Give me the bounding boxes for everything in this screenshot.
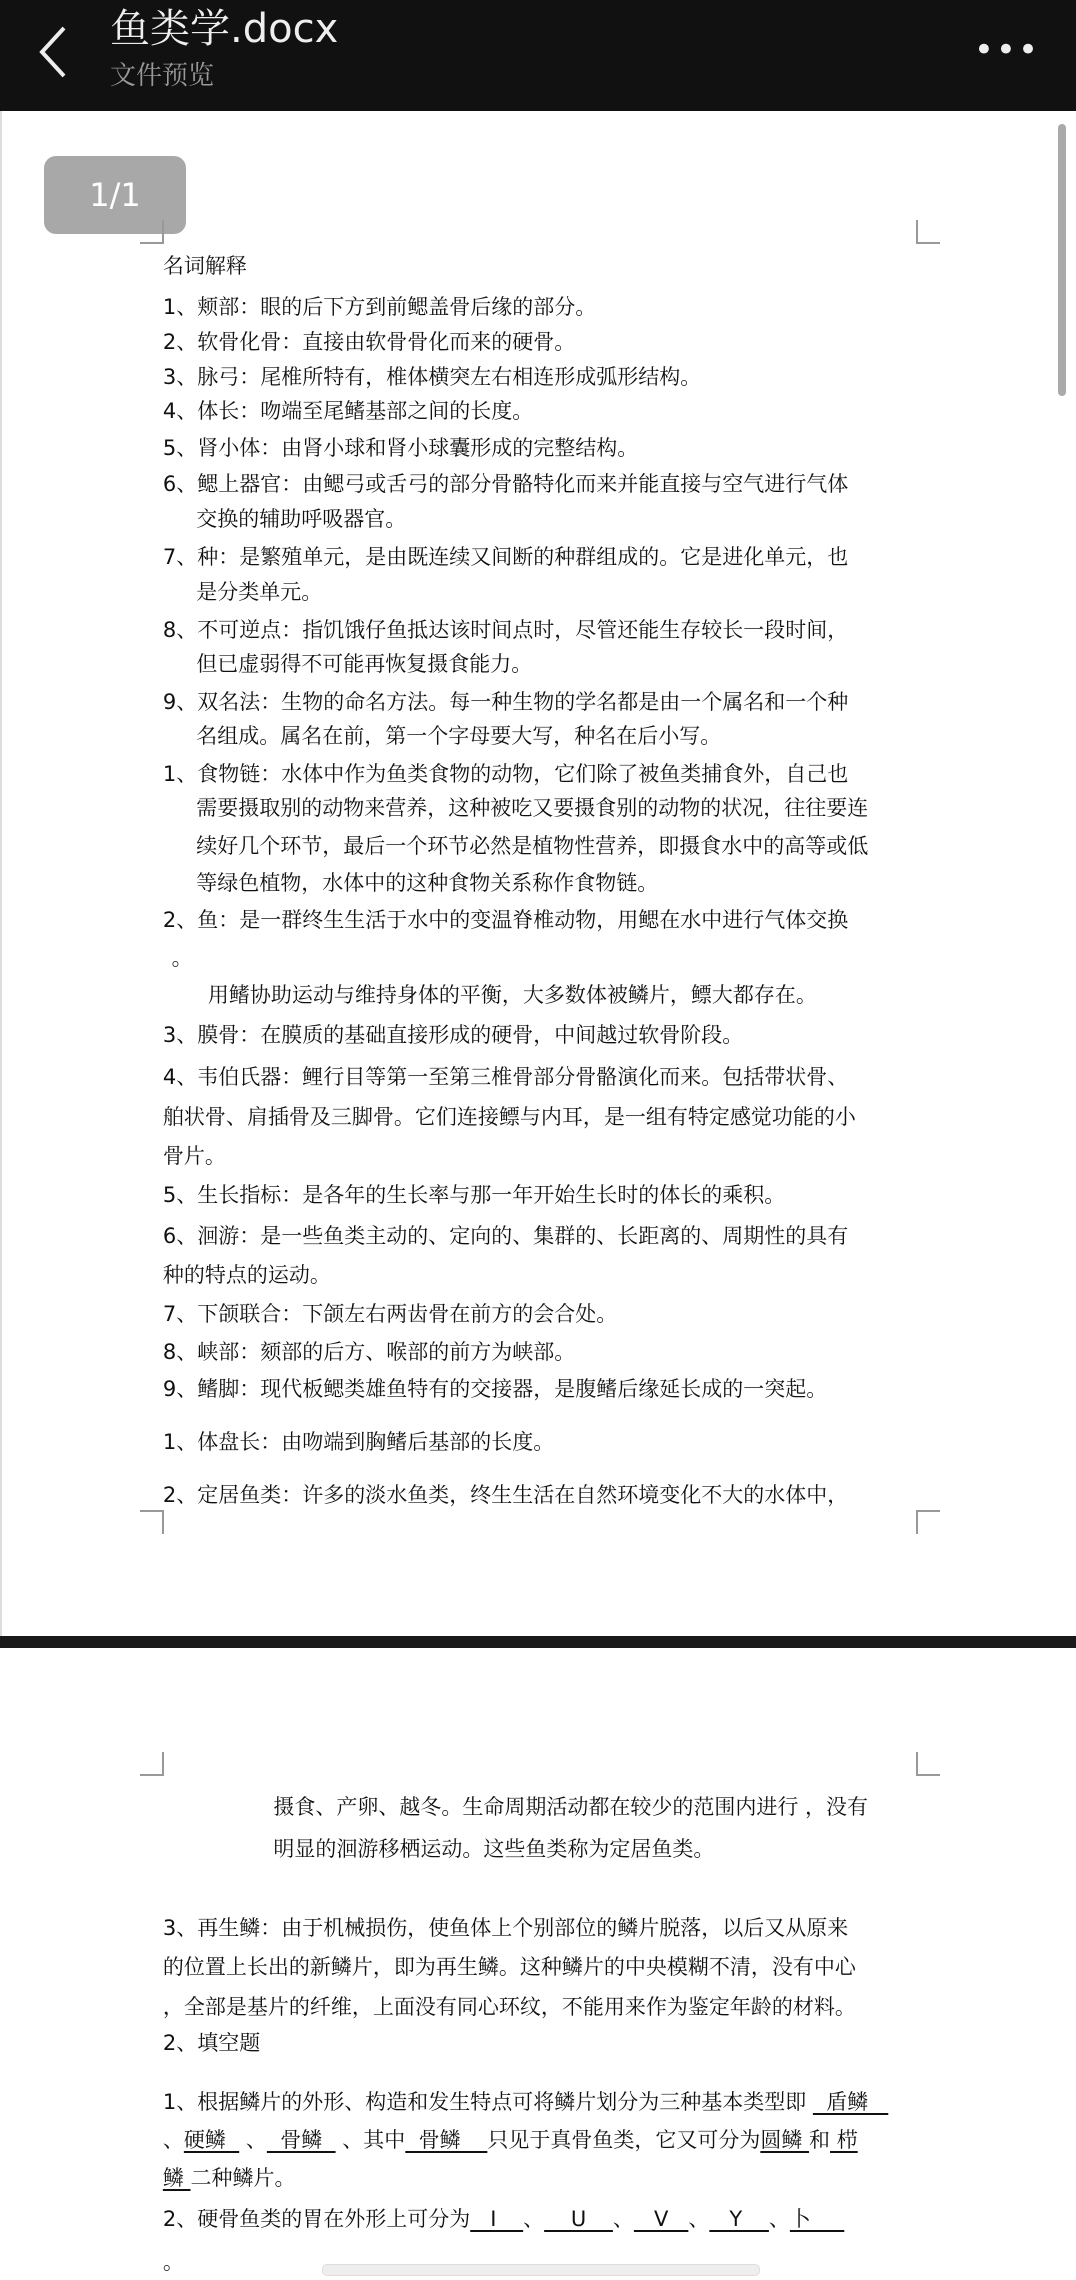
page-separator: [0, 1636, 1076, 1648]
fill-in-line: [163, 2204, 844, 2234]
document-line: 6、鳃上器官：由鳃弓或舌弓的部分骨骼特化而来并能直接与空气进行气体: [162, 472, 849, 497]
file-subtitle: 文件预览: [110, 61, 215, 91]
question-text: 。: [162, 2250, 184, 2275]
document-line: ，全部是基片的纤维，上面没有同心环纹，不能用来作为鉴定年龄的材料。: [162, 1994, 856, 2019]
document-line: 用鳍协助运动与维持身体的平衡，大多数体被鳞片，鳔大都存在。: [207, 982, 817, 1007]
question-text: 1、根据鳞片的外形、构造和发生特点可将鳞片划分为三种基本类型即: [162, 2090, 813, 2115]
document-line: 名组成。属名在前，第一个字母要大写，种名在后小写。: [196, 723, 722, 748]
crop-mark: [140, 1752, 164, 1776]
question-text: 和: [809, 2128, 831, 2153]
answer-blank: I: [470, 2206, 524, 2231]
document-line: 2、定居鱼类：许多的淡水鱼类，终生生活在自然环境变化不大的水体中，: [162, 1482, 849, 1507]
document-line: 5、生长指标：是各年的生长率与那一年开始生长时的体长的乘积。: [162, 1183, 786, 1208]
answer-blank: 鳞: [162, 2166, 191, 2191]
question-text: 、: [239, 2128, 267, 2153]
question-text: 、: [162, 2128, 184, 2153]
document-line: 7、下颌联合：下颌左右两齿骨在前方的会合处。: [162, 1302, 618, 1327]
document-line: 续好几个环节，最后一个环节必然是植物性营养，即摄食水中的高等或低: [196, 834, 869, 859]
fill-in-line: [163, 2125, 858, 2155]
document-line: 骨片。: [162, 1143, 226, 1168]
answer-blank: 圆鳞: [760, 2128, 810, 2153]
document-line: 是分类单元。: [196, 579, 323, 604]
question-text: 、其中: [335, 2128, 406, 2153]
answer-blank: 骨鳞: [266, 2128, 336, 2153]
question-text: 、: [688, 2206, 710, 2231]
document-line: 9、鳍脚：现代板鳃类雄鱼特有的交接器，是腹鳍后缘延长成的一突起。: [162, 1376, 828, 1401]
document-line: 7、种：是繁殖单元，是由既连续又间断的种群组成的。它是进化单元，也: [162, 544, 849, 569]
crop-mark: [916, 1510, 940, 1534]
answer-blank: 盾鳞: [812, 2090, 889, 2115]
document-line: 种的特点的运动。: [162, 1263, 331, 1288]
question-text: 、: [768, 2206, 790, 2231]
question-text: 二种鳞片。: [190, 2166, 296, 2191]
document-line: 9、双名法：生物的命名方法。每一种生物的学名都是由一个属名和一个种: [162, 690, 849, 715]
answer-blank: Y: [709, 2206, 769, 2231]
answer-blank: 栉: [830, 2128, 858, 2153]
document-line: 等绿色植物，水体中的这种食物关系称作食物链。: [196, 870, 659, 895]
document-line: 摄食、产卵、越冬。生命周期活动都在较少的范围内进行 ，没有: [273, 1795, 869, 1820]
answer-blank: U: [544, 2206, 613, 2231]
document-line: 3、膜骨：在膜质的基础直接形成的硬骨，中间越过软骨阶段。: [162, 1023, 744, 1048]
document-line: 2、软骨化骨：直接由软骨骨化而来的硬骨。: [162, 329, 576, 354]
fill-in-line: [163, 2163, 296, 2193]
crop-mark: [140, 220, 164, 244]
home-indicator[interactable]: [322, 2264, 760, 2276]
document-line: 3、再生鳞：由于机械损伤，使鱼体上个别部位的鳞片脱落，以后又从原来: [162, 1916, 849, 1940]
document-line: 交换的辅助呼吸器官。: [196, 507, 407, 532]
document-line: 名词解释: [162, 254, 247, 279]
more-icon[interactable]: •••: [973, 30, 1040, 70]
document-line: 2、鱼：是一群终生生活于水中的变温脊椎动物，用鳃在水中进行气体交换: [162, 908, 849, 933]
document-line: 2、填空题: [162, 2030, 261, 2055]
top-bar: [0, 0, 1076, 111]
document-line: 5、肾小体：由肾小球和肾小球囊形成的完整结构。: [162, 435, 639, 460]
crop-mark: [916, 1752, 940, 1776]
document-line: 的位置上长出的新鳞片，即为再生鳞。这种鳞片的中央模糊不清，没有中心: [162, 1955, 856, 1980]
document-line: 6、洄游：是一些鱼类主动的、定向的、集群的、长距离的、周期性的具有: [162, 1223, 849, 1248]
page-indicator: 1/1: [44, 156, 186, 234]
scrollbar[interactable]: [1058, 124, 1066, 396]
document-line: 需要摄取别的动物来营养，这种被吃又要摄食别的动物的状况，往往要连: [196, 796, 869, 821]
document-line: 。: [171, 946, 193, 971]
fill-in-line: [163, 2247, 184, 2277]
file-title: 鱼类学.docx: [110, 6, 339, 52]
answer-blank: V: [633, 2206, 689, 2231]
question-text: 、: [523, 2206, 545, 2231]
back-button[interactable]: [36, 22, 76, 82]
document-line: 1、颊部：眼的后下方到前鳃盖骨后缘的部分。: [162, 294, 597, 319]
document-line: 8、不可逆点：指饥饿仔鱼抵达该时间点时，尽管还能生存较长一段时间，: [162, 617, 849, 642]
document-line: 8、峡部：颏部的后方、喉部的前方为峡部。: [162, 1340, 576, 1365]
answer-blank: 硬鳞: [183, 2128, 240, 2153]
question-text: 2、硬骨鱼类的胃在外形上可分为: [162, 2206, 471, 2231]
answer-blank: 卜: [789, 2206, 845, 2231]
document-line: 但已虚弱得不可能再恢复摄食能力。: [196, 652, 533, 677]
crop-mark: [916, 220, 940, 244]
page-edge: [0, 111, 2, 1636]
document-line: 明显的洄游移栖运动。这些鱼类称为定居鱼类。: [273, 1837, 715, 1862]
fill-in-line: [163, 2087, 888, 2117]
question-text: 、: [612, 2206, 634, 2231]
question-text: 只见于真骨鱼类，它又可分为: [487, 2128, 761, 2153]
crop-mark: [140, 1510, 164, 1534]
document-line: 舶状骨、肩插骨及三脚骨。它们连接鳔与内耳，是一组有特定感觉功能的小: [162, 1104, 856, 1129]
chevron-left-icon: [36, 22, 76, 82]
document-line: 1、体盘长：由吻端到胸鳍后基部的长度。: [162, 1430, 555, 1455]
document-line: 4、体长：吻端至尾鳍基部之间的长度。: [162, 399, 534, 424]
document-line: 4、韦伯氏器：鲤行目等第一至第三椎骨部分骨骼演化而来。包括带状骨、: [162, 1065, 849, 1090]
answer-blank: 骨鳞: [405, 2128, 488, 2153]
document-line: 1、食物链：水体中作为鱼类食物的动物，它们除了被鱼类捕食外，自己也: [162, 761, 849, 786]
document-line: 3、脉弓：尾椎所特有，椎体横突左右相连形成弧形结构。: [162, 364, 702, 389]
